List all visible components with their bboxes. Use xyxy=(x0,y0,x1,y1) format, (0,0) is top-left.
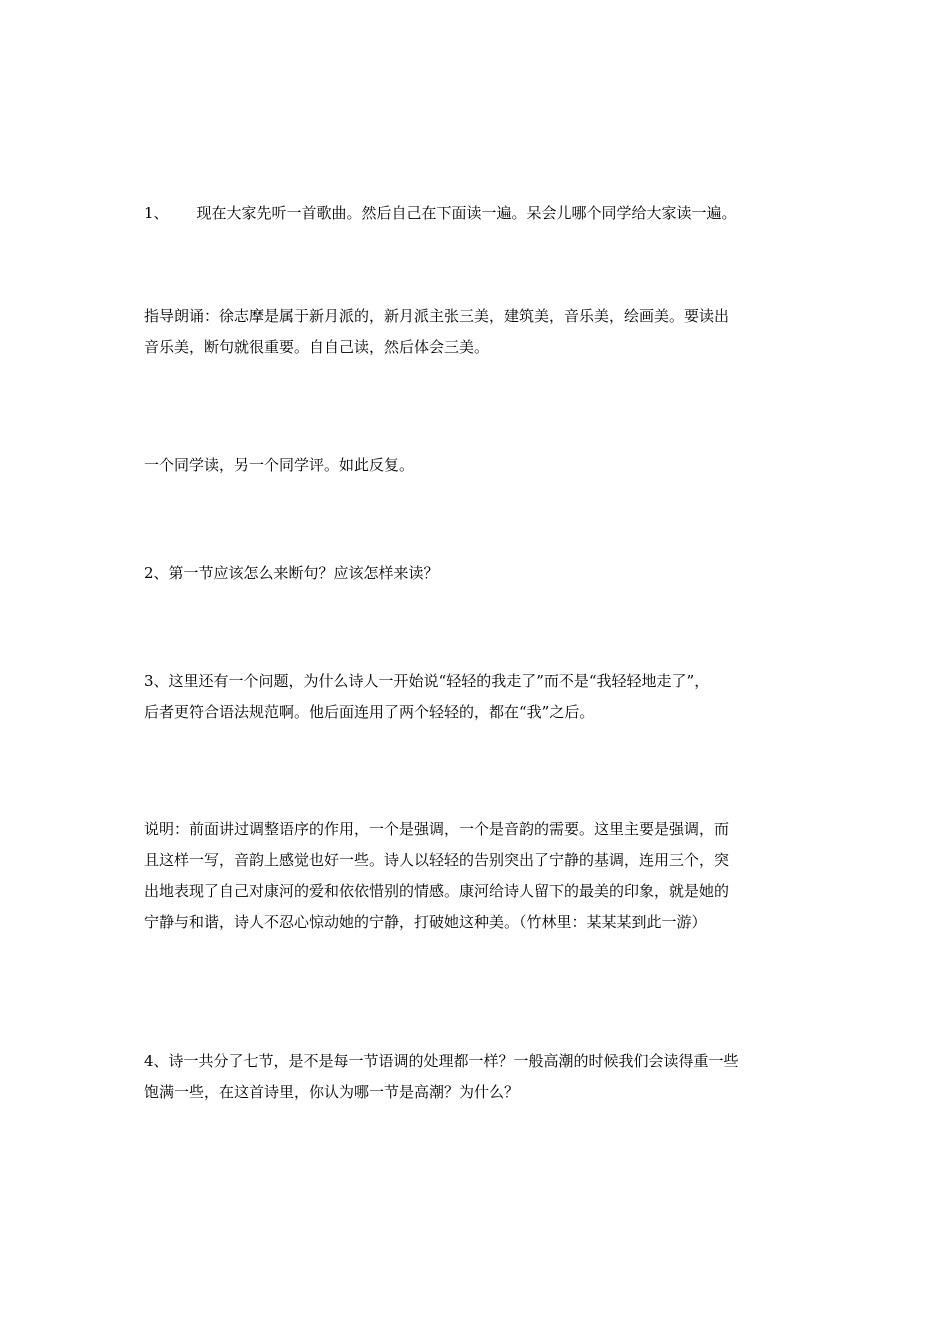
paragraph-line: 一个同学读，另一个同学评。如此反复。 xyxy=(144,456,415,474)
paragraph-line: 说明：前面讲过调整语序的作用，一个是强调，一个是音韵的需要。这里主要是强调，而 xyxy=(144,820,730,838)
item-number: 1、 xyxy=(144,204,169,222)
line-text: 现在大家先听一首歌曲。然后自己在下面读一遍。呆会儿哪个同学给大家读一遍。 xyxy=(196,204,737,222)
paragraph-question-4 xyxy=(144,1046,814,1108)
paragraph-line: 宁静与和谐，诗人不忍心惊动她的宁静，打破她这种美。（竹林里：某某某到此一游） xyxy=(144,913,707,931)
paragraph-line: 音乐美，断句就很重要。自自己读，然后体会三美。 xyxy=(144,338,490,356)
paragraph-line: 出地表现了自己对康河的爱和依依惜别的情感。康河给诗人留下的最美的印象，就是她的 xyxy=(144,882,730,900)
paragraph-line: 4、诗一共分了七节，是不是每一节语调的处理都一样？一般高潮的时候我们会读得重一些 xyxy=(144,1052,739,1070)
paragraph-line xyxy=(144,198,814,229)
paragraph-line: 3、这里还有一个问题，为什么诗人一开始说“轻轻的我走了”而不是“我轻轻地走了”， xyxy=(144,672,710,690)
paragraph-question-3 xyxy=(144,666,814,728)
paragraph-line: 后者更符合语法规范啊。他后面连用了两个轻轻的，都在“我”之后。 xyxy=(144,703,595,721)
paragraph-1 xyxy=(144,198,814,229)
paragraph-line: 2、第一节应该怎么来断句？应该怎样来读？ xyxy=(144,564,439,582)
paragraph-explanation xyxy=(144,814,814,938)
paragraph-line: 指导朗诵：徐志摩是属于新月派的，新月派主张三美，建筑美，音乐美，绘画美。要读出 xyxy=(144,307,730,325)
paragraph-line: 饱满一些，在这首诗里，你认为哪一节是高潮？为什么？ xyxy=(144,1083,520,1101)
paragraph-question-2 xyxy=(144,558,814,589)
paragraph-guided-reading xyxy=(144,301,814,363)
paragraph-line: 且这样一写，音韵上感觉也好一些。诗人以轻轻的告别突出了宁静的基调，连用三个，突 xyxy=(144,851,730,869)
paragraph-3 xyxy=(144,450,814,481)
